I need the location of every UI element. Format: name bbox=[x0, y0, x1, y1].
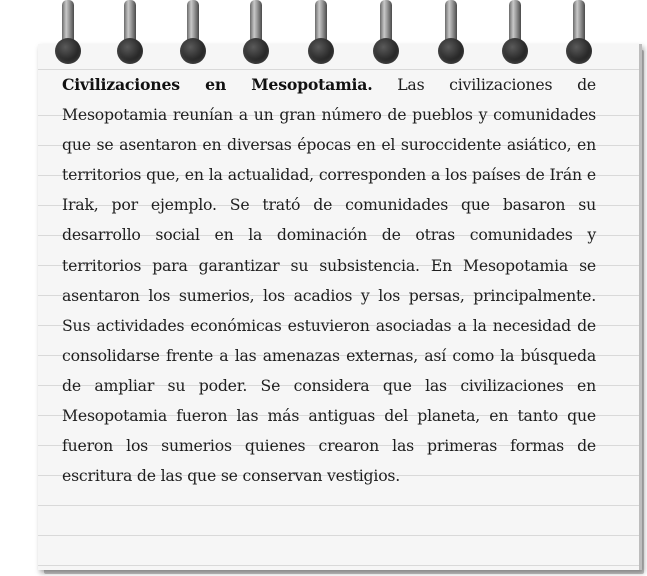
note-body: Las civilizaciones de Mesopotamia reunían a un gran número de pueblos y comunidades que se asentaron en diversas épocas en el suroccidente asiático, en territorios que, en la actualidad, corresponden a los países de Irán e Irak, por ejemplo. Se trató de comunidades que basaron su desarrollo social en la dominación de otras comunidades y territorios para garantizar su subsistencia. En Mesopotamia se asentaron los sumerios, los acadios y los persas, principalmente. Sus actividades económicas estuvieron asociadas a la necesidad de consolidarse frente a las amenazas externas, así como la búsqueda de ampliar su poder. Se considera que las civilizaciones en Mesopotamia fueron las más antiguas del planeta, en tanto que fueron los sumerios quienes crearon las primeras formas de escritura de las que se conservan vestigios. bbox=[62, 75, 596, 486]
spiral-ring-icon bbox=[566, 0, 592, 66]
spiral-ring-icon bbox=[55, 0, 81, 66]
note-paragraph bbox=[62, 70, 596, 491]
spiral-ring-icon bbox=[438, 0, 464, 66]
note-title: Civilizaciones en Mesopotamia. bbox=[62, 75, 373, 94]
spiral-ring-icon bbox=[373, 0, 399, 66]
spiral-ring-icon bbox=[243, 0, 269, 66]
spiral-binding bbox=[0, 0, 647, 70]
spiral-ring-icon bbox=[308, 0, 334, 66]
spiral-ring-icon bbox=[117, 0, 143, 66]
spiral-ring-icon bbox=[502, 0, 528, 66]
spiral-ring-icon bbox=[180, 0, 206, 66]
